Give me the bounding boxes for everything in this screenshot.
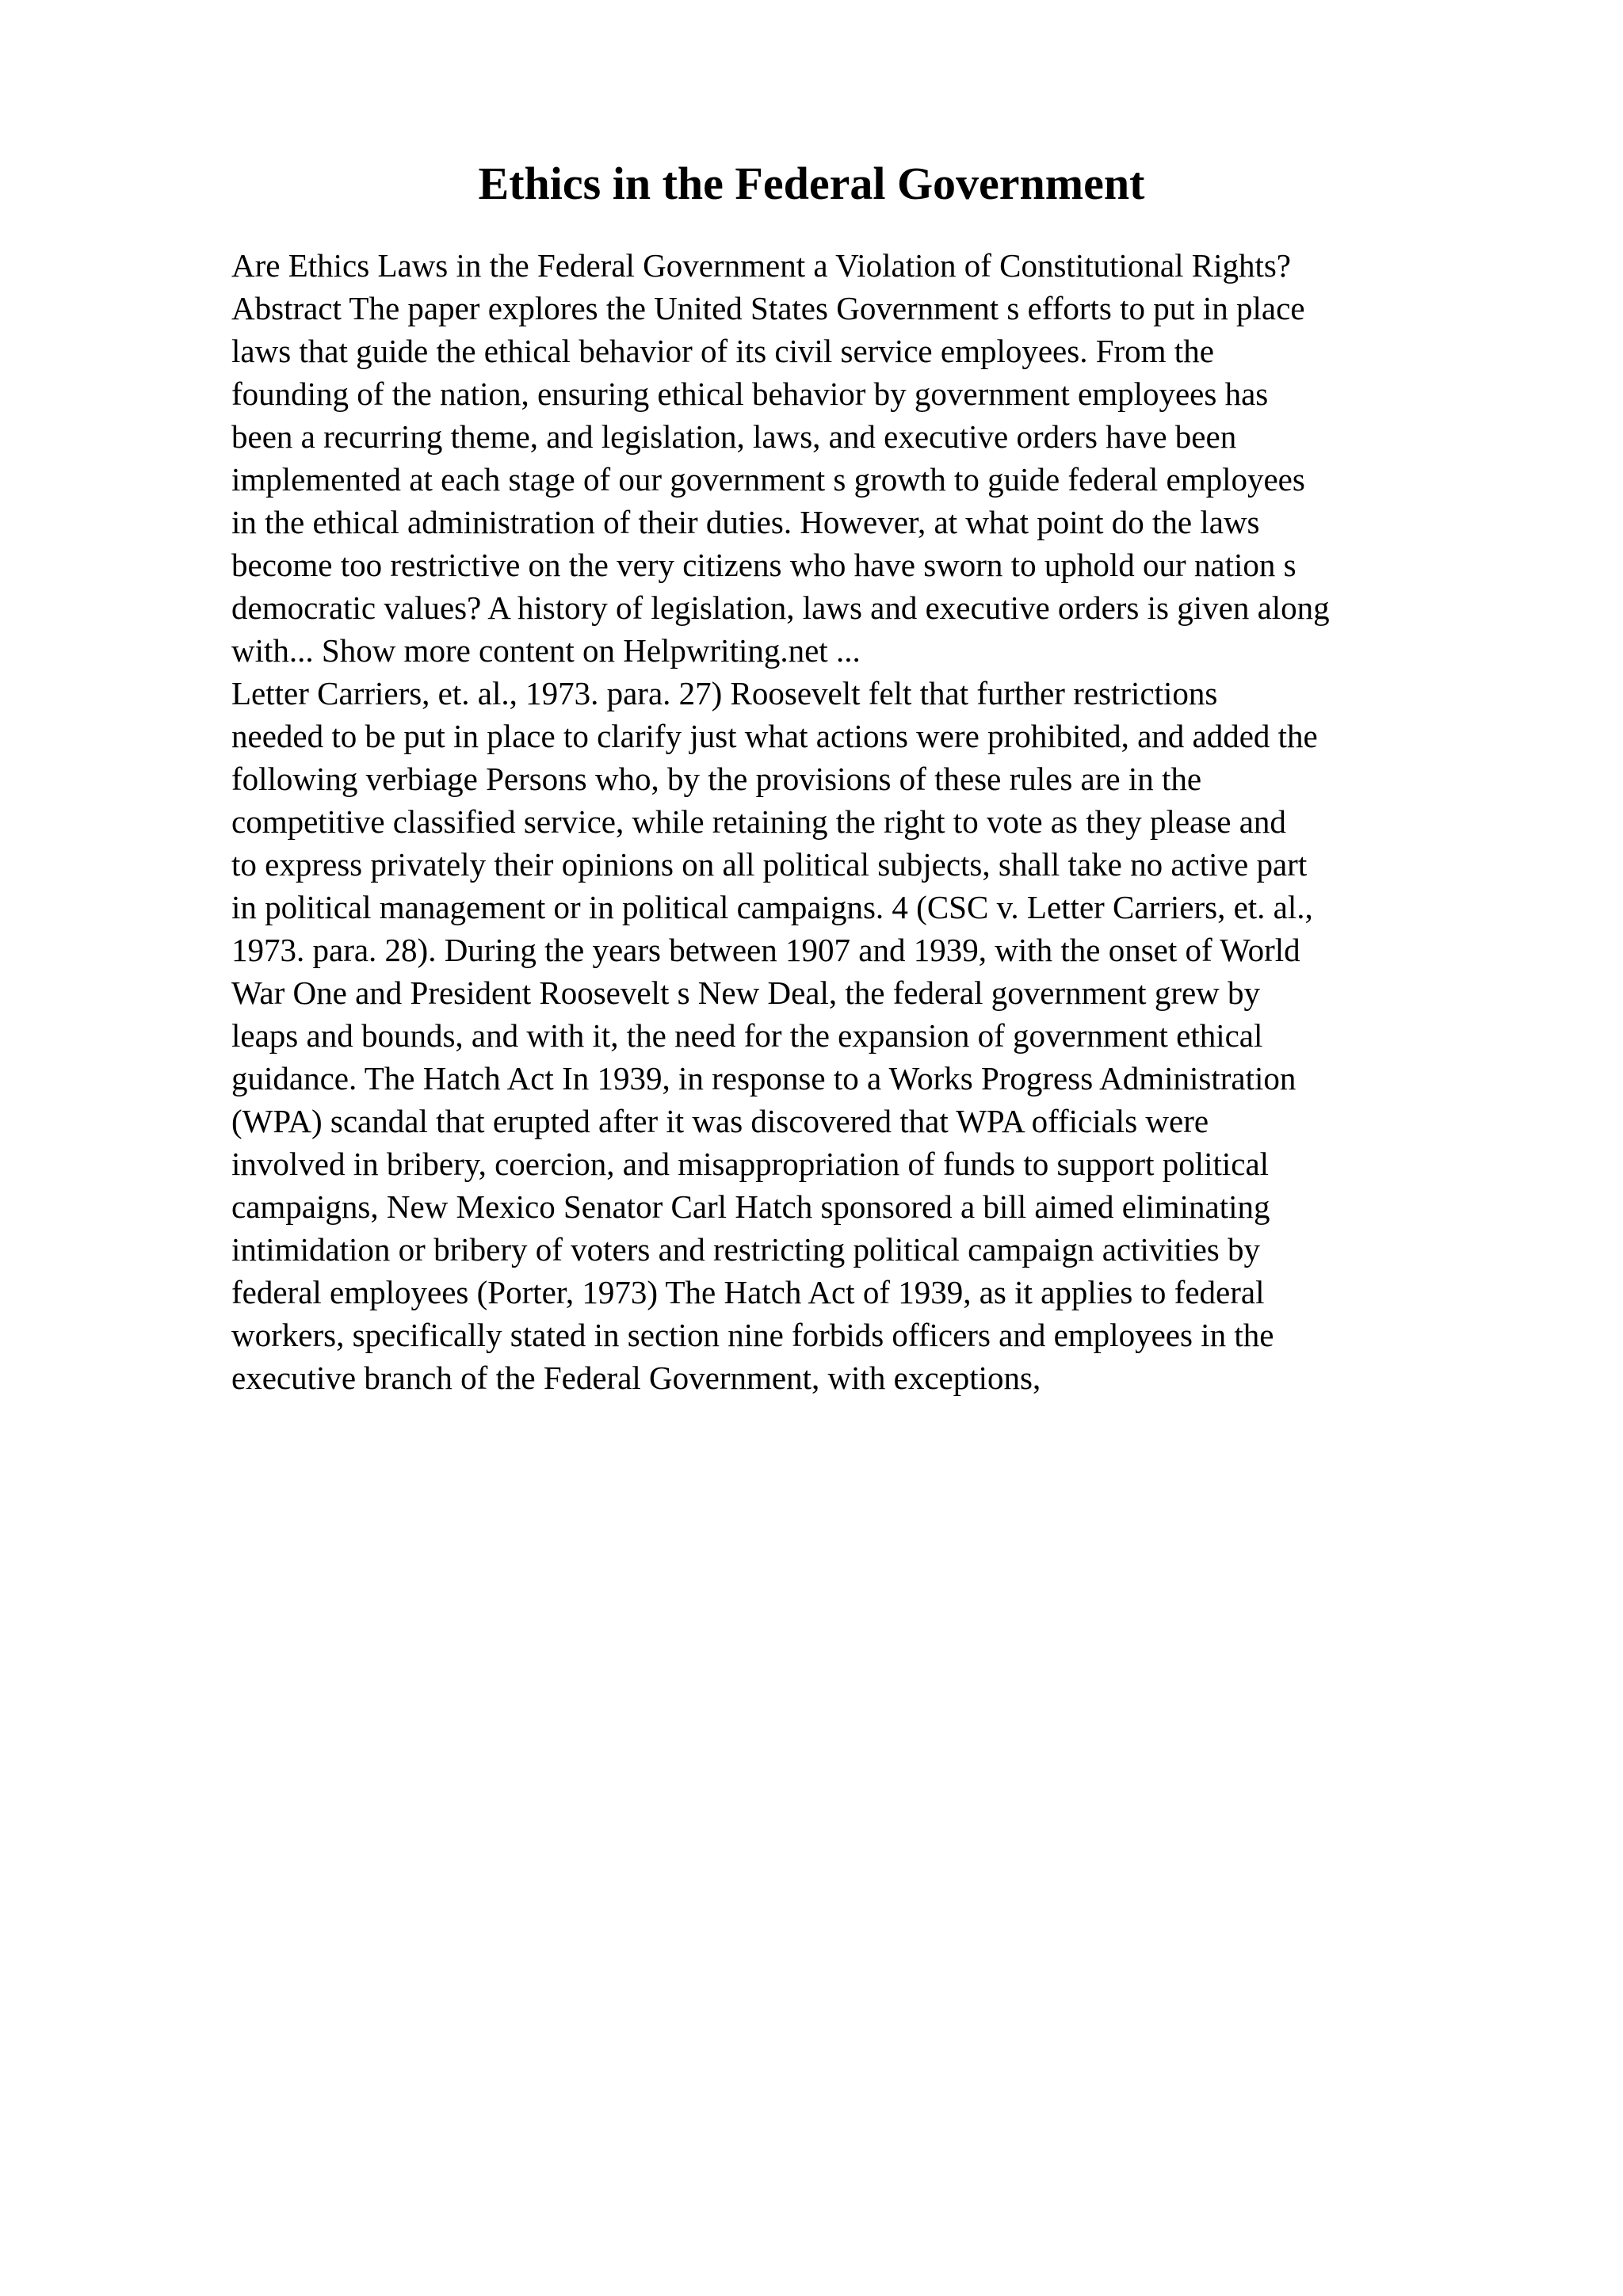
- body-line: campaigns, New Mexico Senator Carl Hatch sponsored a bill aimed eliminating: [231, 1188, 1270, 1225]
- document-body: [231, 244, 1499, 1399]
- body-line: in the ethical administration of their duties. However, at what point do the laws: [231, 504, 1260, 540]
- body-line: laws that guide the ethical behavior of its civil service employees. From the: [231, 333, 1214, 369]
- body-line: Are Ethics Laws in the Federal Government a Violation of Constitutional Rights?: [231, 247, 1292, 284]
- body-line: 1973. para. 28). During the years between 1907 and 1939, with the onset of World: [231, 932, 1300, 968]
- body-line: Abstract The paper explores the United States Government s efforts to put in place: [231, 290, 1305, 326]
- body-line: implemented at each stage of our government s growth to guide federal employees: [231, 461, 1305, 498]
- body-line: executive branch of the Federal Government, with exceptions,: [231, 1360, 1041, 1396]
- body-line: with... Show more content on Helpwriting.net ...: [231, 632, 861, 669]
- body-line: leaps and bounds, and with it, the need for the expansion of government ethical: [231, 1017, 1263, 1054]
- body-line: following verbiage Persons who, by the provisions of these rules are in the: [231, 761, 1202, 797]
- document-title: Ethics in the Federal Government: [478, 158, 1145, 209]
- body-line: become too restrictive on the very citizens who have sworn to uphold our nation s: [231, 547, 1296, 583]
- body-line: (WPA) scandal that erupted after it was discovered that WPA officials were: [231, 1103, 1209, 1139]
- body-line: competitive classified service, while retaining the right to vote as they please and: [231, 803, 1286, 840]
- body-line: intimidation or bribery of voters and restricting political campaign activities by: [231, 1231, 1260, 1268]
- body-line: needed to be put in place to clarify just what actions were prohibited, and added the: [231, 718, 1318, 754]
- body-line: guidance. The Hatch Act In 1939, in response to a Works Progress Administration: [231, 1060, 1296, 1097]
- body-line: Letter Carriers, et. al., 1973. para. 27) Roosevelt felt that further restrictions: [231, 675, 1218, 711]
- body-line: been a recurring theme, and legislation, laws, and executive orders have been: [231, 418, 1237, 455]
- body-line: involved in bribery, coercion, and misappropriation of funds to support political: [231, 1146, 1270, 1182]
- body-line: to express privately their opinions on all political subjects, shall take no active part: [231, 846, 1308, 883]
- body-line: War One and President Roosevelt s New Deal, the federal government grew by: [231, 974, 1261, 1011]
- body-line: in political management or in political campaigns. 4 (CSC v. Letter Carriers, et. al.,: [231, 889, 1313, 925]
- body-line: democratic values? A history of legislation, laws and executive orders is given along: [231, 589, 1330, 626]
- body-line: workers, specifically stated in section nine forbids officers and employees in the: [231, 1317, 1274, 1353]
- body-line: founding of the nation, ensuring ethical behavior by government employees has: [231, 376, 1269, 412]
- body-line: federal employees (Porter, 1973) The Hatch Act of 1939, as it applies to federal: [231, 1274, 1265, 1310]
